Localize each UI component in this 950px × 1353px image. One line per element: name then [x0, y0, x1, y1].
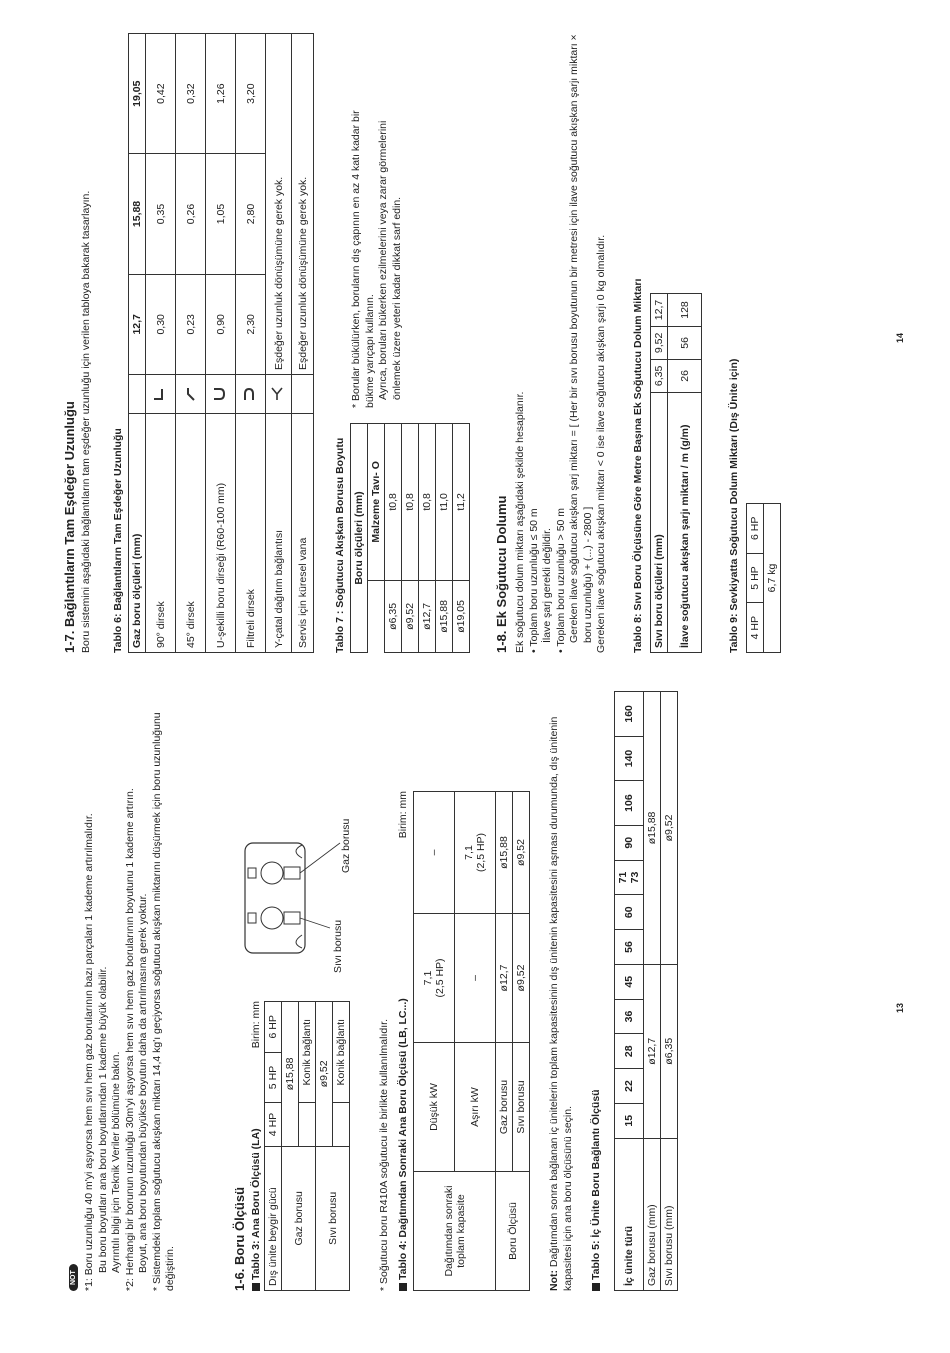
table7-head: Malzeme Tavı- O	[368, 424, 385, 581]
table8-size: 12,7	[651, 294, 668, 327]
capacity-note	[548, 691, 575, 1291]
table5-head: 36	[615, 999, 644, 1034]
table4-v1b: (2,5 HP)	[434, 958, 446, 998]
sec18-bullet: • Toplam boru uzunluğu ≤ 50 m	[527, 508, 540, 653]
table8-row-label: İlave soğutucu akışkan şarjı miktarı / m (g/m)	[668, 392, 702, 652]
table5-head-73: 73	[629, 871, 641, 884]
note-mark: *2:	[123, 1278, 136, 1291]
table5-liq-label: Sıvı borusu (mm)	[661, 1138, 678, 1290]
table4-gas: Gaz borusu	[496, 1043, 513, 1172]
table5-head: 90	[615, 825, 644, 860]
table5-block	[590, 691, 678, 1291]
table6-value: 0,30	[146, 274, 176, 374]
table6-label: Filtreli dirsek	[236, 414, 266, 653]
note-line: Herhangi bir borunun uzunluğu 30m'yi aşıyorsa hem sıvı hem gaz borularının boyutunu 1 kademe artırın.	[123, 788, 136, 1276]
table6-value: 1,26	[206, 34, 236, 154]
table5-head: İç ünite türü	[615, 1138, 644, 1290]
capacity-note-text: Dağıtımdan sonra bağlanan iç ünitelerin toplam kapasitesinin dış ünitenin kapasitesini aşması durumunda, dış ünitenin kapasitesi için ana boru ölçüsünü seçin.	[548, 716, 574, 1291]
table5-gas-small: ø12,7	[644, 964, 661, 1138]
table6-label: 45° dirsek	[176, 414, 206, 653]
table5-liq-small: ø6,35	[661, 964, 678, 1138]
table6-head: 12,7	[129, 274, 146, 374]
note-2	[124, 681, 151, 1291]
table4-caption: Tablo 4: Dağıtımdan Sonraki Ana Boru Ölçüsü (LB, LC...)	[397, 998, 409, 1280]
sec18-body	[514, 33, 609, 653]
table6-value: 2,80	[236, 154, 266, 274]
elbow-45-icon	[176, 375, 206, 414]
table5-gas-label: Gaz borusu (mm)	[644, 1138, 661, 1290]
table4-l2: ø9,52	[513, 792, 530, 914]
section-title-esdeger: 1-7. Bağlantıların Tam Eşdeğer Uzunluğu	[62, 401, 77, 653]
table4-v1: 7,1	[422, 970, 434, 986]
table5-caption: Tablo 5: İç Ünite Boru Bağlantı Ölçüsü	[590, 1089, 602, 1280]
table9-head: 6 HP	[747, 504, 764, 554]
table3-head: 4 HP	[265, 1103, 282, 1146]
table9-head: 5 HP	[747, 553, 764, 603]
table5-liq-large: ø9,52	[661, 692, 678, 965]
y-branch-icon	[266, 375, 292, 414]
square-bullet-icon	[252, 1283, 260, 1291]
sec18-bullet-sub: İlave şarj gerekli değildir.	[541, 528, 553, 643]
table5-head: 140	[615, 736, 644, 781]
table6-value: 0,35	[146, 154, 176, 274]
table3-liq-conn: Konik bağlantı	[333, 1002, 350, 1103]
table3-head: Dış ünite beygir gücü	[265, 1146, 282, 1290]
table4-group: Dağıtımdan sonraki toplam kapasite	[414, 1172, 496, 1291]
elbow-90-icon	[146, 375, 176, 414]
table3-gas-size: ø15,88	[282, 1002, 299, 1147]
table5-head-71: 71	[617, 871, 629, 884]
table6-value: 0,23	[176, 274, 206, 374]
table4-l1: ø9,52	[513, 914, 530, 1043]
table3-liq-label: Sıvı borusu	[316, 1146, 350, 1290]
square-bullet-icon	[592, 1283, 600, 1291]
table5-head-71-73	[615, 860, 644, 895]
table3-unit: Birim: mm	[250, 1001, 262, 1049]
table4-dash: –	[455, 914, 496, 1043]
note-1	[83, 681, 124, 1291]
table3	[264, 1001, 350, 1291]
table4-v1b: (2,5 HP)	[475, 832, 487, 873]
table3-head: 5 HP	[265, 1052, 282, 1103]
table3-gas-conn: Konik bağlantı	[299, 1002, 316, 1103]
note-3	[151, 681, 178, 1291]
note-line: Boyut, ana boru boyutundan büyükse boyutun daha da artırılmasına gerek yoktur.	[137, 893, 149, 1273]
table4-v1: 7,1	[463, 845, 475, 860]
table5	[614, 691, 678, 1291]
table6-value: 0,26	[176, 154, 206, 274]
table4-low: Düşük kW	[414, 1043, 455, 1172]
table8-value: 26	[668, 359, 702, 392]
table6-value: 2,30	[236, 274, 266, 374]
table4-v1-cell	[455, 792, 496, 914]
table6-head: Gaz boru ölçüleri (mm)	[129, 414, 146, 653]
table9	[746, 503, 781, 653]
table4-block	[397, 791, 530, 1291]
table4-unit: Birim: mm	[397, 791, 409, 839]
table4-v1-cell	[414, 914, 455, 1043]
table3-caption: Tablo 3: Ana Boru Ölçüsü (LA)	[250, 1128, 262, 1280]
table8-value: 56	[668, 326, 702, 359]
sec18-note: Gereken ilave soğutucu akışkan miktarı < 0 ise ilave soğutucu akışkan şarjı 0 kg olmalıdır.	[595, 234, 607, 653]
note-line: Bu boru boyutları ana boru boyutlarından 1 kademe büyük olabilir.	[96, 966, 109, 1273]
note-mark: *1:	[83, 1278, 95, 1291]
table4-size-group: Boru Ölçüsü	[496, 1172, 530, 1291]
table9-head: 4 HP	[747, 603, 764, 653]
table7-size: ø19,05	[453, 580, 470, 652]
sec18-intro: Ek soğutucu dolum miktarı aşağıdaki şekilde hesaplanır.	[514, 391, 526, 653]
table3-head: 6 HP	[265, 1002, 282, 1053]
table9-value: 6,7 kg	[764, 504, 781, 653]
note-mark: *	[150, 1286, 163, 1291]
u-bend-icon	[206, 375, 236, 414]
table8-size: 9,52	[651, 326, 668, 359]
sec17-intro: Boru sistemini aşağıdaki bağlantıların tam eşdeğer uzunluğu için verilen tabloya bakarak tasarlayın.	[80, 190, 92, 653]
table8-caption: Tablo 8: Sıvı Boru Ölçüsüne Göre Metre Başına Ek Soğutucu Dolum Miktarı	[632, 278, 644, 653]
bend-note-line: Ayrıca, boruları bükerken ezilmelerini veya zarar görmelerini önlemek üzere yeteri kadar dikkat sarf edin.	[377, 120, 403, 400]
table4	[413, 791, 530, 1291]
table5-head: 160	[615, 692, 644, 737]
table6-label: 90° dirsek	[146, 414, 176, 653]
table7-thick: t0,8	[385, 424, 402, 581]
notes-block	[62, 681, 178, 1291]
table7-caption: Tablo 7 : Soğutucu Akışkan Borusu Boyutu	[334, 437, 346, 653]
table6	[128, 33, 314, 653]
table6-label: U-şekilli boru dirseği (R60-100 mm)	[206, 414, 236, 653]
table8-size: 6,35	[651, 359, 668, 392]
table6-value: 1,05	[206, 154, 236, 274]
table7-size: ø6,35	[385, 580, 402, 652]
table6-head: 19,05	[129, 34, 146, 154]
fig-liquid-label: Sıvı borusu	[332, 919, 344, 973]
table4-g1: ø12,7	[496, 914, 513, 1043]
table5-gas-large: ø15,88	[644, 692, 661, 965]
table4-liq: Sıvı borusu	[513, 1043, 530, 1172]
section-title-boru-olcusu: 1-6. Boru Ölçüsü	[232, 1186, 247, 1291]
table7-thick: t1,0	[436, 424, 453, 581]
table6-value: 3,20	[236, 34, 266, 154]
table6-caption: Tablo 6: Bağlantıların Tam Eşdeğer Uzunluğu	[112, 428, 124, 653]
table5-head: 15	[615, 1103, 644, 1138]
sec18-bullet-sub: Gereken ilave soğutucu akışkan şarj miktarı = [ (Her bir sıvı borusu boyutunun bir metresi için ilave soğutucu akışkan şarjı miktarı × boru uzunluğu) + (...) - 2800 ]	[568, 34, 594, 643]
bend-note-line: * Borular bükülürken, boruların dış çapının en az 4 katı kadar bir bükme yarıçapı kullanın.	[350, 110, 376, 408]
table6-valve-note: Eşdeğer uzunluk dönüşümüne gerek yok.	[292, 34, 314, 375]
table7-size: ø12,7	[419, 580, 436, 652]
table4-over: Aşırı kW	[455, 1043, 496, 1172]
table8-value: 128	[668, 294, 702, 327]
table5-head: 60	[615, 895, 644, 930]
table5-head: 22	[615, 1069, 644, 1104]
table5-head: 106	[615, 781, 644, 826]
sec18-bullet: • Toplam boru uzunluğu > 50 m	[554, 507, 567, 653]
page-number-right: 14	[895, 332, 905, 343]
table8	[650, 293, 702, 653]
table9-caption: Tablo 9: Sevkiyatta Soğutucu Dolum Miktarı (Dış Ünite için)	[728, 358, 740, 653]
section-title-ek-dolum: 1-8. Ek Soğutucu Dolumu	[494, 495, 509, 653]
table7-size: ø9,52	[402, 580, 419, 652]
bend-note	[350, 108, 404, 408]
square-bullet-icon	[399, 1283, 407, 1291]
table6-value: 0,42	[146, 34, 176, 154]
table5-head: 45	[615, 964, 644, 999]
capacity-note-label: Not:	[548, 1270, 560, 1291]
table7-size: ø15,88	[436, 580, 453, 652]
table7-thick: t0,8	[419, 424, 436, 581]
table8-head: Sıvı boru ölçüleri (mm)	[651, 392, 668, 652]
table5-head: 56	[615, 930, 644, 965]
table6-value: 0,90	[206, 274, 236, 374]
table7-thick: t0,8	[402, 424, 419, 581]
table5-head: 28	[615, 1034, 644, 1069]
table4-dash: –	[414, 792, 455, 914]
table7-thick: t1,2	[453, 424, 470, 581]
page-number-left: 13	[895, 1002, 905, 1013]
note-line: Ayrıntılı bilgi için Teknik Veriler bölümüne bakın.	[110, 1051, 122, 1273]
note-line: Boru uzunluğu 40 m'yi aşıyorsa hem sıvı hem gaz borularının bazı parçaları 1 kademe artırılmalıdır.	[83, 813, 95, 1276]
table3-liq-size: ø9,52	[316, 1002, 333, 1147]
table6-y-note: Eşdeğer uzunluk dönüşümüne gerek yok.	[266, 34, 292, 375]
table7	[350, 423, 470, 653]
table6-value: 0,32	[176, 34, 206, 154]
table6-y-label: Y-çatal dağıtım bağlantısı	[266, 414, 292, 653]
note-line: Sistemdeki toplam soğutucu akışkan miktarı 14,4 kg'ı geçiyorsa soğutucu akışkan miktarını düşürmek için boru uzunluğunu değiştirin.	[150, 712, 176, 1291]
table6-head: 15,88	[129, 154, 146, 274]
fig-gas-label: Gaz borusu	[340, 818, 352, 873]
table6-valve-label: Servis için küresel vana	[292, 414, 314, 653]
table7-head: Boru ölçüleri (mm)	[351, 424, 368, 653]
note-badge: NOT	[69, 1264, 78, 1291]
valve-figure	[240, 813, 355, 973]
trap-bend-icon	[236, 375, 266, 414]
table3-gas-label: Gaz borusu	[282, 1146, 316, 1290]
r410-note: * Soğutucu boru R410A soğutucu ile birlikte kullanılmalıdır.	[378, 1019, 390, 1291]
table4-g2: ø15,88	[496, 792, 513, 914]
table3-block	[250, 1001, 350, 1291]
